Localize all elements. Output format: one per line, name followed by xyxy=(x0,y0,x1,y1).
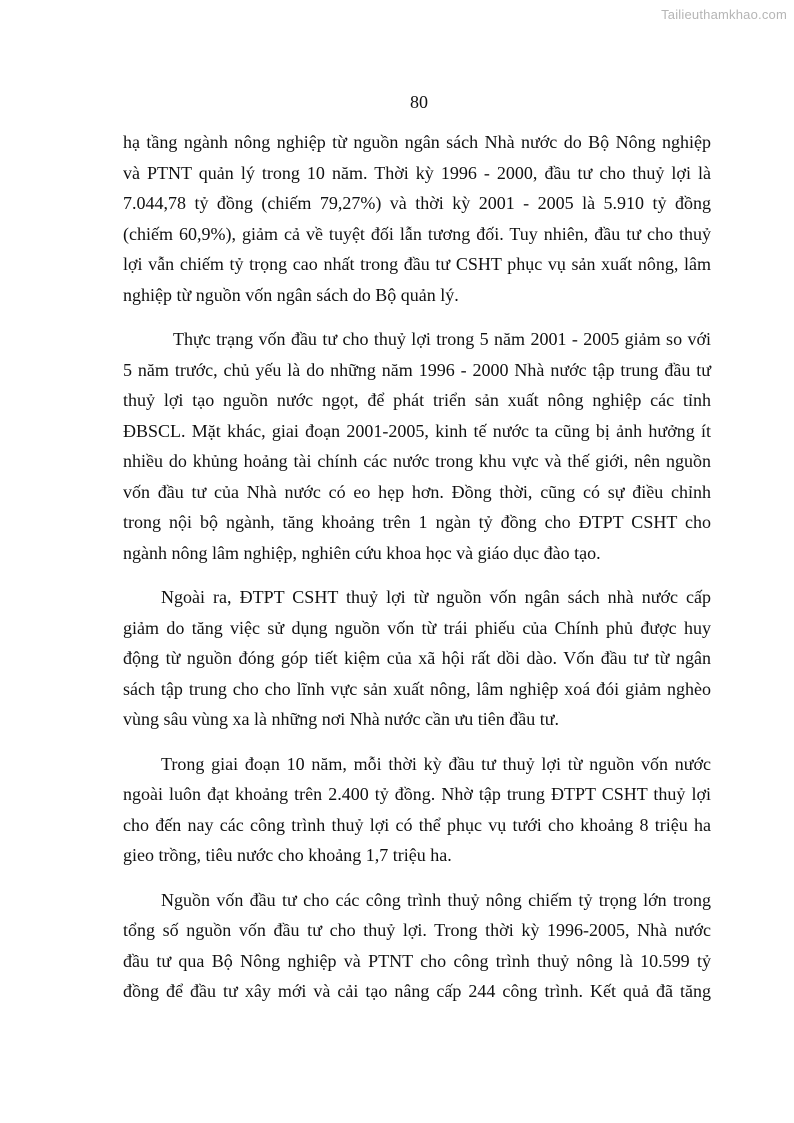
paragraph-3 xyxy=(123,582,711,735)
text-line: Ngoài ra, ĐTPT CSHT thuỷ lợi từ nguồn vốn ngân sách nhà nước cấp xyxy=(161,587,711,607)
paragraph-1 xyxy=(123,127,711,310)
text-line: Trong giai đoạn 10 năm, mỗi thời kỳ đầu tư thuỷ lợi từ nguồn vốn nước xyxy=(161,753,711,774)
paragraph-4 xyxy=(123,749,711,871)
text-line: cho đến nay các công trình thuỷ lợi có thể phục vụ tưới cho khoảng 8 triệu ha xyxy=(123,814,711,835)
document-body xyxy=(123,127,711,1021)
text-line: 7.044,78 tỷ đồng (chiếm 79,27%) và thời kỳ 2001 - 2005 là 5.910 tỷ đồng xyxy=(123,193,711,213)
text-line: Nguồn vốn đầu tư cho các công trình thuỷ nông chiếm tỷ trọng lớn trong xyxy=(161,889,711,910)
text-line: (chiếm 60,9%), giảm cả về tuyệt đối lẫn tương đối. Tuy nhiên, đầu tư cho thuỷ xyxy=(123,223,711,244)
text-line: đồng để đầu tư xây mới và cải tạo nâng cấp 244 công trình. Kết quả đã tăng xyxy=(123,981,711,1001)
text-line: ĐBSCL. Mặt khác, giai đoạn 2001-2005, kinh tế nước ta cũng bị ảnh hưởng ít xyxy=(123,420,711,441)
text-line: giảm do tăng việc sử dụng nguồn vốn từ trái phiếu của Chính phủ được huy xyxy=(123,617,711,638)
text-line: thuỷ lợi tạo nguồn nước ngọt, để phát triển sản xuất nông nghiệp các tỉnh xyxy=(123,390,711,410)
text-line: động từ nguồn đóng góp tiết kiệm của xã hội rất dồi dào. Vốn đầu tư từ ngân xyxy=(123,648,711,668)
paragraph-5 xyxy=(123,885,711,1007)
paragraph-2 xyxy=(123,324,711,568)
text-line: sách tập trung cho cho lĩnh vực sản xuất nông, lâm nghiệp xoá đói giảm nghèo xyxy=(123,678,711,699)
text-line: đầu tư qua Bộ Nông nghiệp và PTNT cho công trình thuỷ nông là 10.599 tỷ xyxy=(123,950,711,971)
text-line: ngành nông lâm nghiệp, nghiên cứu khoa học và giáo dục đào tạo. xyxy=(123,542,601,563)
text-line: vốn đầu tư của Nhà nước có eo hẹp hơn. Đồng thời, cũng có sự điều chỉnh xyxy=(123,481,711,502)
text-line: nghiệp từ nguồn vốn ngân sách do Bộ quản lý. xyxy=(123,284,459,305)
text-line: gieo trồng, tiêu nước cho khoảng 1,7 triệu ha. xyxy=(123,845,452,865)
text-line: lợi vẫn chiếm tỷ trọng cao nhất trong đầu tư CSHT phục vụ sản xuất nông, lâm xyxy=(123,254,711,274)
text-line: hạ tầng ngành nông nghiệp từ nguồn ngân sách Nhà nước do Bộ Nông nghiệp xyxy=(123,132,711,152)
text-line: ngoài luôn đạt khoảng trên 2.400 tỷ đồng. Nhờ tập trung ĐTPT CSHT thuỷ lợi xyxy=(123,784,711,804)
text-line: trong nội bộ ngành, tăng khoảng trên 1 ngàn tỷ đồng cho ĐTPT CSHT cho xyxy=(123,512,711,532)
page-number: 80 xyxy=(410,92,428,112)
text-line: Thực trạng vốn đầu tư cho thuỷ lợi trong 5 năm 2001 - 2005 giảm so với xyxy=(173,329,711,349)
text-line: nhiều do khủng hoảng tài chính các nước trong khu vực và thế giới, nên nguồn xyxy=(123,451,711,471)
text-line: vùng sâu vùng xa là những nơi Nhà nước cần ưu tiên đầu tư. xyxy=(123,709,559,729)
text-line: và PTNT quản lý trong 10 năm. Thời kỳ 1996 - 2000, đầu tư cho thuỷ lợi là xyxy=(123,162,711,183)
text-line: 5 năm trước, chủ yếu là do những năm 1996 - 2000 Nhà nước tập trung đầu tư xyxy=(123,359,711,380)
text-line: tổng số nguồn vốn đầu tư cho thuỷ lợi. Trong thời kỳ 1996-2005, Nhà nước xyxy=(123,920,711,940)
watermark-text: Tailieuthamkhao.com xyxy=(661,7,787,22)
